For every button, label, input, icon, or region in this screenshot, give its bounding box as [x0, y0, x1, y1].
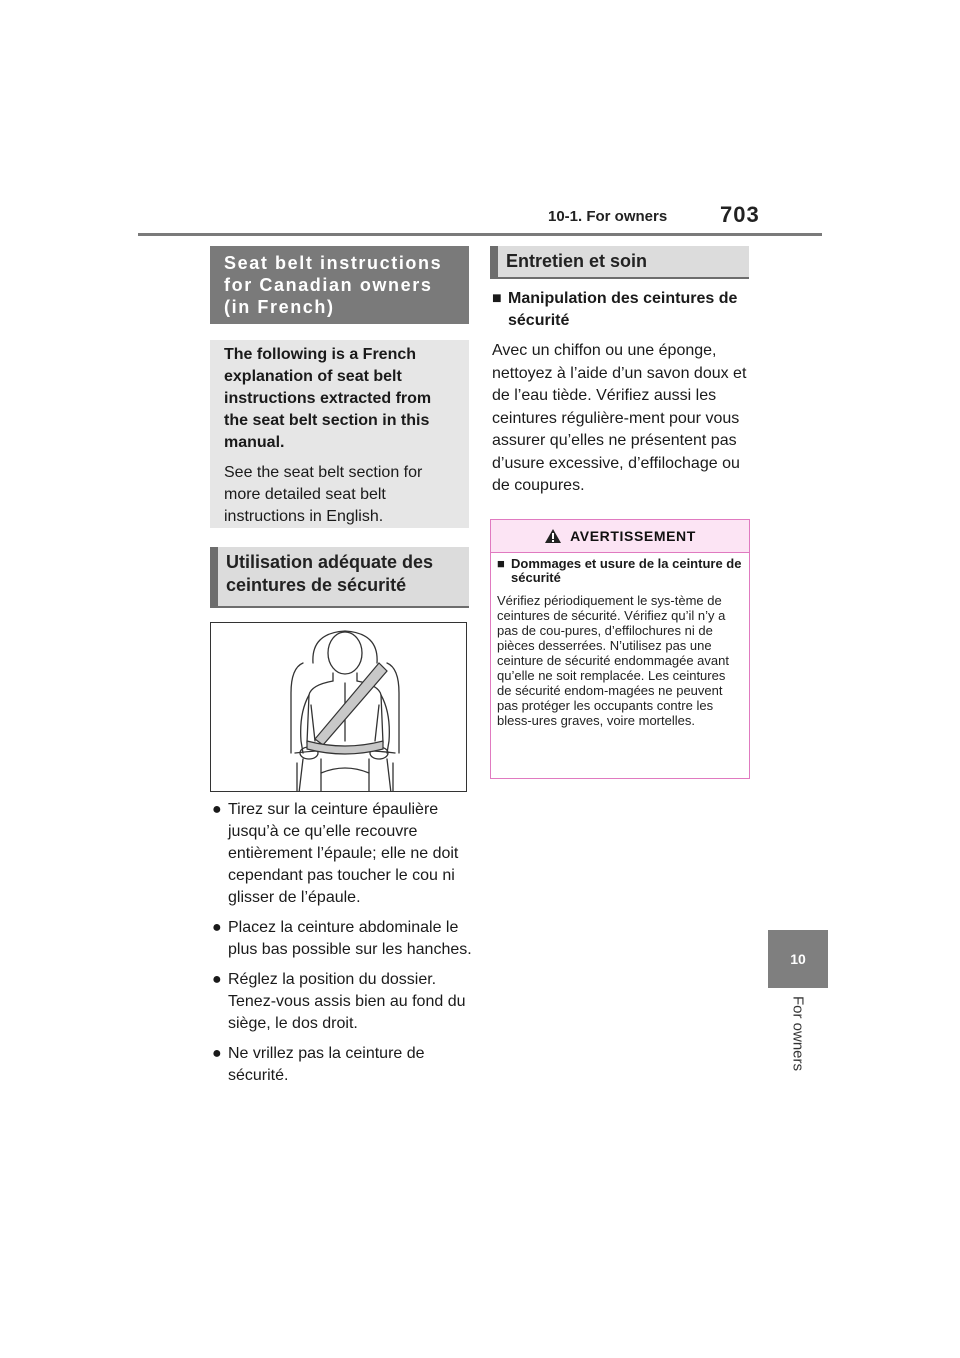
- subheading-text: Manipulation des ceintures de sécurité: [508, 290, 738, 329]
- header-divider: [138, 233, 822, 236]
- warning-subheading-text: Dommages et usure de la ceinture de sécurité: [511, 556, 742, 585]
- chapter-side-label-text: For owners: [789, 996, 807, 1072]
- list-item: [212, 917, 472, 961]
- warning-subheading: [491, 555, 749, 585]
- usage-bullet-list: [212, 799, 472, 1095]
- section-header: 10-1. For owners: [548, 208, 668, 225]
- intro-box: [210, 340, 469, 528]
- section-heading-usage: Utilisation adéquate des ceintures de sécurité: [210, 547, 469, 608]
- square-bullet-icon: ■: [492, 290, 502, 307]
- warning-header: [491, 520, 749, 553]
- warning-body: Vérifiez périodiquement le sys-tème de ceintures de sécurité. Vérifiez qu’il n’y a pas de cou-pures, d’effilochures ni de pièces desserrées. N’utilisez pas une ceinture de sécurité endommagée avant qu’elle ne soit remplacée. Les ceintures de sécurité endom-magées ne peuvent pas protéger les occupants contre les bless-ures graves, voire mortelles.: [497, 593, 729, 728]
- bullet-icon: ●: [212, 919, 222, 936]
- care-paragraph: Avec un chiffon ou une éponge, nettoyez à l’aide d’un savon doux et de l’eau tiède. Vérifiez aussi les ceintures régulière-ment pour vous assurer qu’elles ne présentent pas d’usure excessive, d’effilochage ou de coupures.: [492, 342, 747, 494]
- bullet-icon: ●: [212, 971, 222, 988]
- section-title-box: Seat belt instructions for Canadian owners (in French): [210, 246, 469, 324]
- seated-person-seatbelt-illustration: [211, 623, 467, 792]
- intro-bold-text: The following is a French explanation of seat belt instructions extracted from the seat belt section in this manual.: [224, 346, 432, 451]
- list-item-text: Ne vrillez pas la ceinture de sécurité.: [228, 1045, 425, 1084]
- bullet-icon: ●: [212, 1045, 222, 1062]
- list-item-text: Placez la ceinture abdominale le plus bas possible sur les hanches.: [228, 919, 472, 958]
- warning-triangle-icon: [544, 528, 562, 544]
- list-item: [212, 969, 472, 1035]
- bullet-icon: ●: [212, 801, 222, 818]
- intro-regular-text: See the seat belt section for more detailed seat belt instructions in English.: [224, 464, 423, 525]
- chapter-side-label: [768, 996, 828, 1096]
- list-item: [212, 799, 472, 909]
- list-item-text: Tirez sur la ceinture épaulière jusqu’à ce qu’elle recouvre entièrement l’épaule; elle ne doit cependant pas toucher le cou ni glisser de l’épaule.: [228, 801, 459, 906]
- section-heading-care: Entretien et soin: [490, 246, 749, 279]
- chapter-tab: 10: [768, 930, 828, 988]
- list-item-text: Réglez la position du dossier. Tenez-vous assis bien au fond du siège, le dos droit.: [228, 971, 466, 1032]
- seatbelt-illustration: [210, 622, 467, 792]
- warning-title: AVERTISSEMENT: [570, 528, 696, 544]
- square-bullet-icon: ■: [497, 556, 505, 571]
- warning-box: [490, 519, 750, 779]
- page-number: 703: [720, 202, 760, 227]
- list-item: [212, 1043, 472, 1087]
- subheading-handling: [492, 288, 750, 332]
